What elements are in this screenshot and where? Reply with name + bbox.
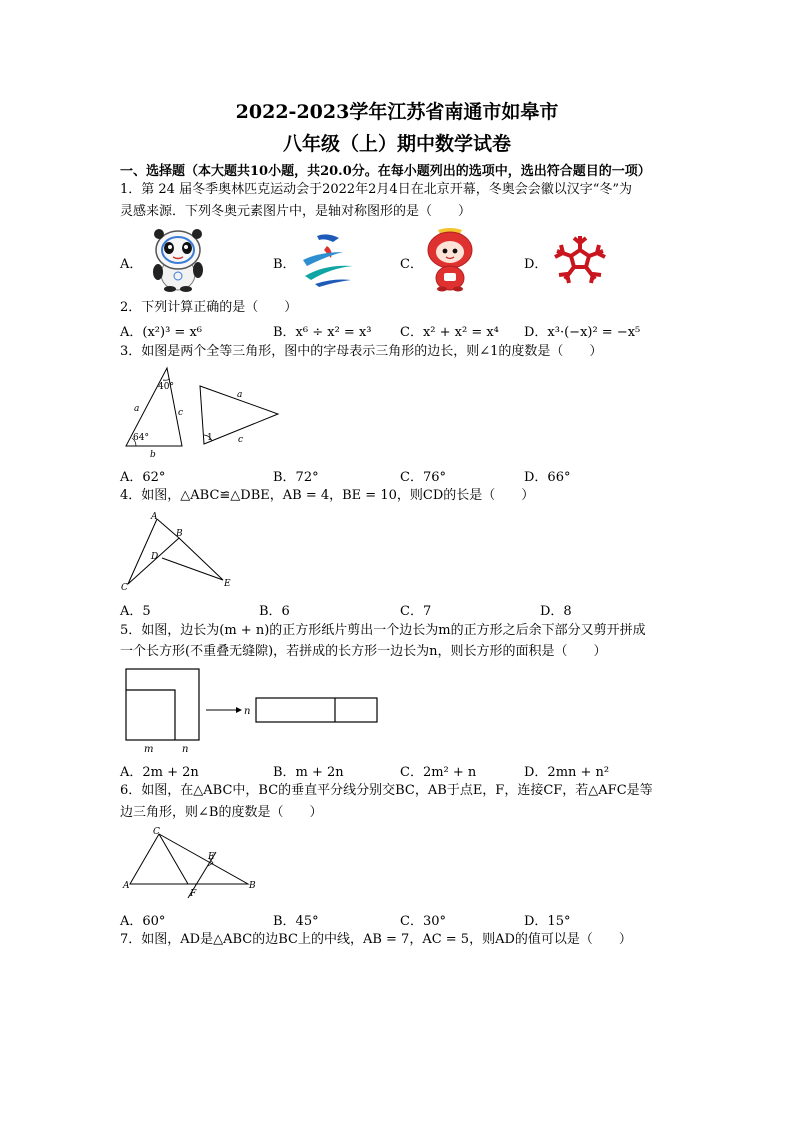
q5-square-rectangle-figure: [122, 668, 382, 758]
q3-option-b: B．72°: [273, 470, 319, 485]
q4-point-e-label: E: [224, 579, 231, 589]
exam-title-line1: 2022-2023学年江苏省南通市如皋市: [235, 101, 559, 123]
q3-side-c2-label: c: [238, 435, 244, 445]
q1-label-b: B．: [273, 257, 296, 272]
q1-line1: 1．第 24 届冬季奥林匹克运动会于2022年2月4日在北京开幕，冬奥会会徽以汉字“冬”为: [120, 182, 632, 197]
q5-option-d: D．2mn + n²: [524, 765, 610, 780]
q3-side-b-label: b: [150, 450, 156, 460]
q3-angle-64-label: 64°: [133, 433, 149, 443]
q5-line1: 5．如图，边长为(m + n)的正方形纸片剪出一个边长为m的正方形之后余下部分又剪开拼成: [120, 623, 646, 638]
q6-option-a: A．60°: [120, 914, 166, 929]
q4-option-b: B．6: [259, 604, 290, 619]
q2-option-c: C．x² + x² = x⁴: [400, 325, 499, 340]
q3-stem: 3．如图是两个全等三角形，图中的字母表示三角形的边长，则∠1的度数是（ ）: [120, 344, 603, 359]
q6-line2: 边三角形，则∠B的度数是（ ）: [120, 805, 323, 820]
q3-angle-1-label: 1: [207, 433, 213, 443]
q1-label-d: D．: [524, 257, 548, 272]
q6-triangle-figure: [118, 826, 268, 906]
lantern-mascot-image: [424, 226, 476, 292]
section-heading: 一、选择题（本大题共10小题，共20.0分。在每小题列出的选项中，选出符合题目的一项）: [120, 164, 651, 179]
q6-point-a-label: A: [123, 881, 130, 891]
q2-option-d: D．x³·(−x)² = −x⁵: [524, 325, 641, 340]
q4-point-b-label: B: [176, 529, 183, 539]
panda-mascot-image: [145, 226, 211, 292]
q3-option-d: D．66°: [524, 470, 571, 485]
q4-point-a-label: A: [151, 512, 158, 522]
snowflake-emblem-image: [552, 232, 608, 288]
q5-rect-side-n-label: n: [244, 706, 251, 717]
exam-title-line2: 八年级（上）期中数学试卷: [282, 133, 511, 155]
q3-angle-40-label: 40°: [158, 382, 174, 392]
q4-point-d-label: D: [151, 552, 159, 562]
q3-option-c: C．76°: [400, 470, 446, 485]
q6-option-b: B．45°: [273, 914, 319, 929]
q5-option-a: A．2m + 2n: [120, 765, 199, 780]
q6-option-c: C．30°: [400, 914, 446, 929]
q6-point-f-label: F: [190, 889, 197, 899]
q5-side-n-label: n: [182, 744, 189, 755]
q4-option-c: C．7: [400, 604, 432, 619]
q7-stem: 7．如图，AD是△ABC的边BC上的中线，AB = 7，AC = 5，则AD的值可以是（ ）: [120, 932, 632, 947]
q3-side-a2-label: a: [237, 390, 243, 400]
q1-line2: 灵感来源．下列冬奥元素图片中，是轴对称图形的是（ ）: [120, 204, 472, 219]
q4-option-a: A．5: [120, 604, 151, 619]
q3-option-a: A．62°: [120, 470, 166, 485]
q4-triangle-figure: [118, 510, 238, 594]
winter-olympics-emblem-image: [297, 230, 357, 288]
q6-point-b-label: B: [249, 881, 256, 891]
q2-stem: 2．下列计算正确的是（ ）: [120, 300, 298, 315]
q6-line1: 6．如图，在△ABC中，BC的垂直平分线分别交BC，AB于点E，F，连接CF，若△AFC是等: [120, 783, 653, 798]
q3-side-c-label: c: [178, 408, 184, 418]
q3-congruent-triangles-figure: [120, 364, 290, 460]
q2-option-a: A．(x²)³ = x⁶: [120, 325, 202, 340]
q4-stem: 4．如图，△ABC≌△DBE，AB = 4，BE = 10，则CD的长是（ ）: [120, 488, 535, 503]
q5-option-b: B．m + 2n: [273, 765, 344, 780]
q5-line2: 一个长方形(不重叠无缝隙)，若拼成的长方形一边长为n，则长方形的面积是（ ）: [120, 644, 607, 659]
q1-label-a: A．: [120, 257, 143, 272]
q2-option-b: B．x⁶ ÷ x² = x³: [273, 325, 372, 340]
q4-point-c-label: C: [121, 583, 128, 593]
q5-side-m-label: m: [144, 744, 154, 755]
q3-side-a-label: a: [134, 404, 140, 414]
q6-point-c-label: C: [153, 827, 160, 837]
q1-label-c: C．: [400, 257, 423, 272]
q5-option-c: C．2m² + n: [400, 765, 477, 780]
q4-option-d: D．8: [540, 604, 572, 619]
q6-option-d: D．15°: [524, 914, 571, 929]
q6-point-e-label: E: [208, 852, 215, 862]
